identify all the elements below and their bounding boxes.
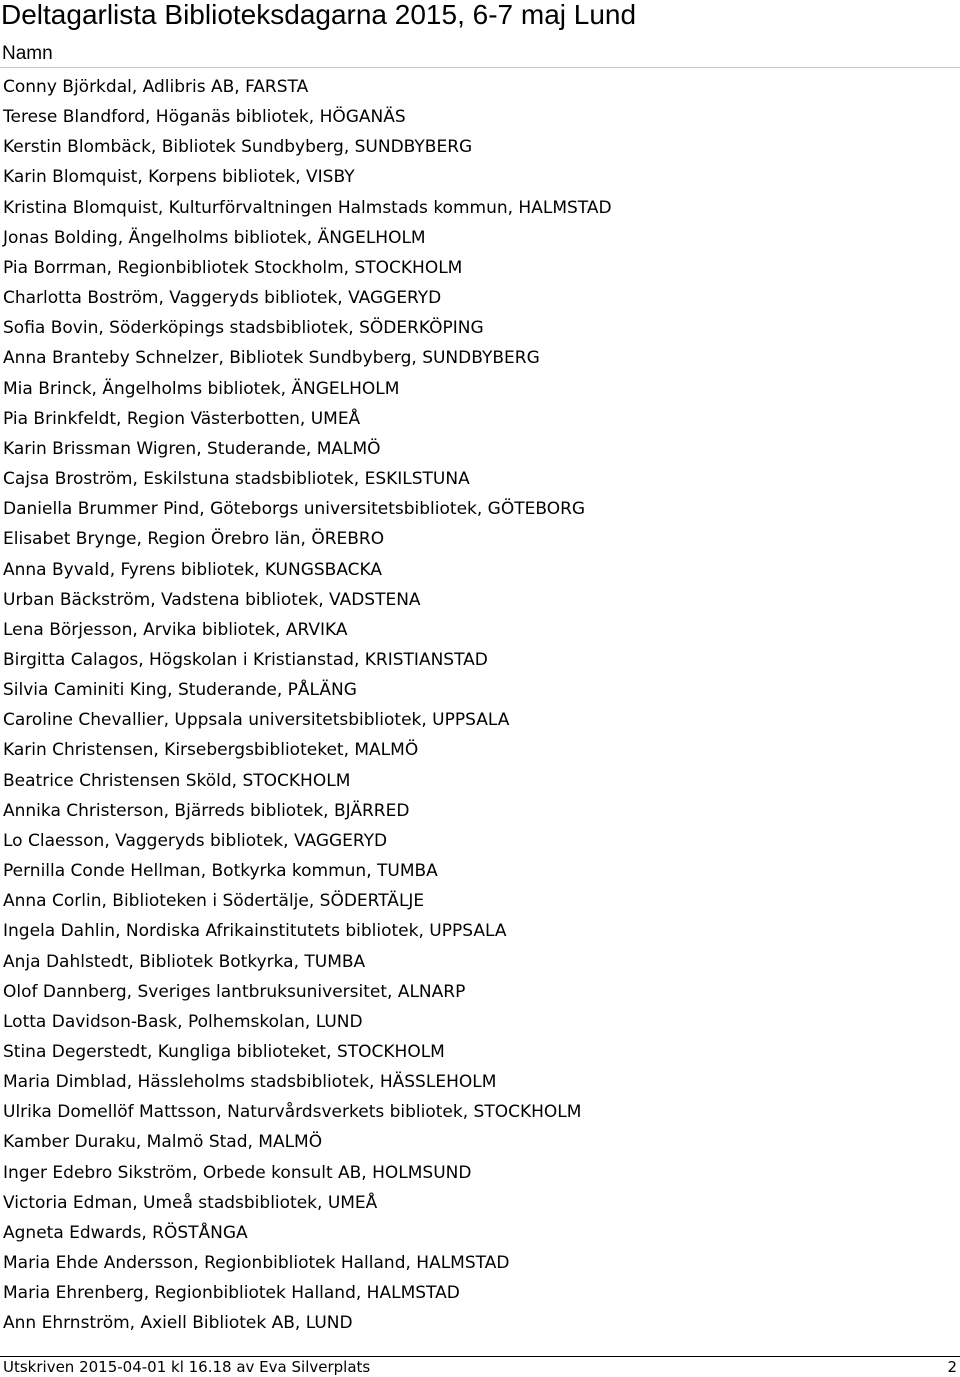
list-item: Kristina Blomquist, Kulturförvaltningen Halmstads kommun, HALMSTAD	[3, 197, 612, 218]
list-item: Pia Borrman, Regionbibliotek Stockholm, STOCKHOLM	[3, 257, 463, 278]
participant-list	[3, 72, 612, 1339]
header-divider	[0, 67, 960, 68]
list-item: Sofia Bovin, Söderköpings stadsbibliotek, SÖDERKÖPING	[3, 318, 484, 339]
list-item: Karin Christensen, Kirsebergsbiblioteket, MALMÖ	[3, 740, 419, 761]
list-item: Daniella Brummer Pind, Göteborgs universitetsbibliotek, GÖTEBORG	[3, 499, 586, 520]
list-item: Ulrika Domellöf Mattsson, Naturvårdsverkets bibliotek, STOCKHOLM	[3, 1102, 582, 1123]
list-item: Caroline Chevallier, Uppsala universitetsbibliotek, UPPSALA	[3, 710, 510, 731]
list-item: Silvia Caminiti King, Studerande, PÅLÄNG	[3, 680, 357, 701]
list-item: Kerstin Blombäck, Bibliotek Sundbyberg, SUNDBYBERG	[3, 137, 473, 158]
list-item: Conny Björkdal, Adlibris AB, FARSTA	[3, 77, 309, 97]
list-item: Pernilla Conde Hellman, Botkyrka kommun, TUMBA	[3, 861, 438, 882]
list-item: Anna Byvald, Fyrens bibliotek, KUNGSBACKA	[3, 559, 382, 580]
list-item: Charlotta Boström, Vaggeryds bibliotek, VAGGERYD	[3, 288, 442, 309]
list-item: Victoria Edman, Umeå stadsbibliotek, UMEÅ	[3, 1192, 378, 1213]
list-item: Terese Blandford, Höganäs bibliotek, HÖGANÄS	[3, 107, 406, 128]
page-number: 2	[947, 1358, 957, 1376]
list-item: Elisabet Brynge, Region Örebro län, ÖREBRO	[3, 529, 385, 550]
list-item: Pia Brinkfeldt, Region Västerbotten, UMEÅ	[3, 408, 361, 429]
list-item: Jonas Bolding, Ängelholms bibliotek, ÄNGELHOLM	[3, 227, 426, 248]
list-item: Annika Christerson, Bjärreds bibliotek, BJÄRRED	[3, 800, 410, 821]
list-item: Maria Dimblad, Hässleholms stadsbibliotek, HÄSSLEHOLM	[3, 1072, 497, 1093]
list-item: Beatrice Christensen Sköld, STOCKHOLM	[3, 770, 351, 791]
list-item: Cajsa Broström, Eskilstuna stadsbibliotek, ESKILSTUNA	[3, 469, 470, 490]
list-item: Mia Brinck, Ängelholms bibliotek, ÄNGELHOLM	[3, 378, 400, 399]
list-item: Agneta Edwards, RÖSTÅNGA	[3, 1222, 248, 1243]
list-item: Lena Börjesson, Arvika bibliotek, ARVIKA	[3, 619, 348, 640]
list-item: Inger Edebro Sikström, Orbede konsult AB, HOLMSUND	[3, 1162, 472, 1183]
list-item: Maria Ehrenberg, Regionbibliotek Halland, HALMSTAD	[3, 1283, 460, 1304]
list-item: Ann Ehrnström, Axiell Bibliotek AB, LUND	[3, 1313, 353, 1334]
list-item: Anna Corlin, Biblioteken i Södertälje, SÖDERTÄLJE	[3, 891, 425, 912]
footer-printed-info: Utskriven 2015-04-01 kl 16.18 av Eva Silverplats	[3, 1358, 371, 1376]
column-header-namn: Namn	[2, 43, 53, 64]
list-item: Lotta Davidson-Bask, Polhemskolan, LUND	[3, 1011, 363, 1032]
list-item: Maria Ehde Andersson, Regionbibliotek Halland, HALMSTAD	[3, 1253, 510, 1274]
list-item: Olof Dannberg, Sveriges lantbruksuniversitet, ALNARP	[3, 981, 466, 1002]
list-item: Ingela Dahlin, Nordiska Afrikainstitutets bibliotek, UPPSALA	[3, 921, 507, 942]
list-item: Urban Bäckström, Vadstena bibliotek, VADSTENA	[3, 589, 421, 610]
list-item: Kamber Duraku, Malmö Stad, MALMÖ	[3, 1132, 323, 1153]
page-title: Deltagarlista Biblioteksdagarna 2015, 6-7 maj Lund	[1, 0, 637, 30]
list-item: Birgitta Calagos, Högskolan i Kristianstad, KRISTIANSTAD	[3, 649, 488, 670]
list-item: Lo Claesson, Vaggeryds bibliotek, VAGGERYD	[3, 830, 388, 851]
list-item: Stina Degerstedt, Kungliga biblioteket, STOCKHOLM	[3, 1042, 445, 1062]
list-item: Anna Branteby Schnelzer, Bibliotek Sundbyberg, SUNDBYBERG	[3, 348, 540, 369]
list-item: Karin Brissman Wigren, Studerande, MALMÖ	[3, 438, 381, 459]
list-item: Anja Dahlstedt, Bibliotek Botkyrka, TUMBA	[3, 951, 366, 972]
list-item: Karin Blomquist, Korpens bibliotek, VISBY	[3, 167, 355, 188]
